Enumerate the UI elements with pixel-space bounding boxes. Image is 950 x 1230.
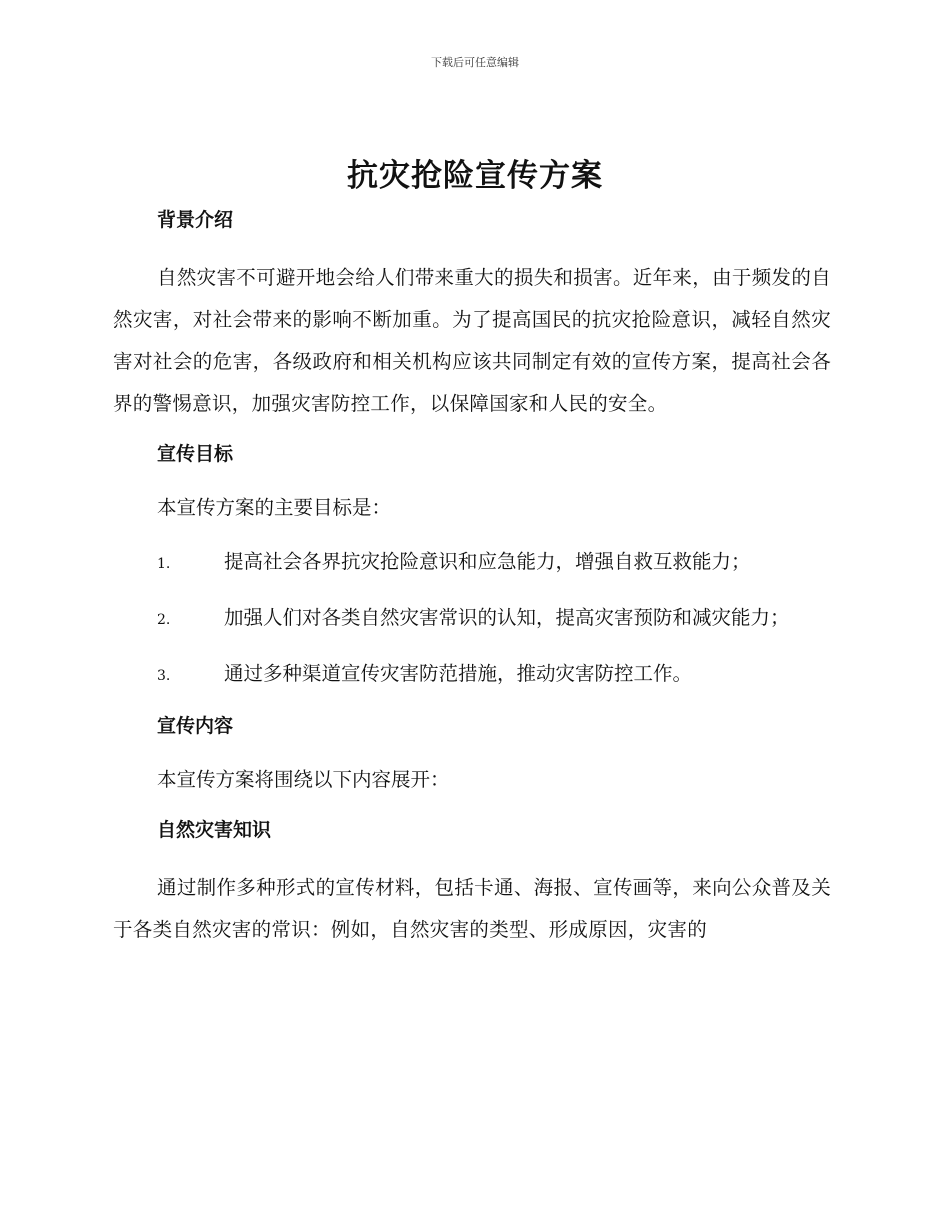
list-item xyxy=(113,653,831,697)
list-text: 加强人们对各类自然灾害常识的认知，提高灾害预防和减灾能力； xyxy=(224,606,790,629)
section-heading-knowledge: 自然灾害知识 xyxy=(157,819,272,841)
list-number: 1. xyxy=(157,556,171,572)
list-number: 3. xyxy=(157,668,171,684)
section-heading-goals: 宣传目标 xyxy=(157,443,234,465)
list-text: 提高社会各界抗灾抢险意识和应急能力，增强自救互救能力； xyxy=(224,550,751,573)
list-item xyxy=(113,541,831,585)
document-body xyxy=(113,203,831,951)
list-text: 通过多种渠道宣传灾害防范措施，推动灾害防控工作。 xyxy=(224,662,693,685)
content-intro: 本宣传方案将围绕以下内容展开： xyxy=(157,768,450,791)
list-number: 2. xyxy=(157,612,171,628)
header-note: 下载后可任意编辑 xyxy=(431,56,519,69)
background-paragraph: 自然灾害不可避开地会给人们带来重大的损失和损害。近年来，由于频发的自然灾害，对社会带来的影响不断加重。为了提高国民的抗灾抢险意识，减轻自然灾害对社会的危害，各级政府和相关机构应该共同制定有效的宣传方案，提高社会各界的警惕意识，加强灾害防控工作，以保障国家和人民的安全。 xyxy=(113,266,831,415)
section-heading-background: 背景介绍 xyxy=(157,209,234,231)
document-title: 抗灾抢险宣传方案 xyxy=(347,158,603,194)
list-item xyxy=(113,597,831,641)
goals-intro: 本宣传方案的主要目标是： xyxy=(157,496,392,519)
section-heading-content: 宣传内容 xyxy=(157,715,234,737)
knowledge-paragraph: 通过制作多种形式的宣传材料，包括卡通、海报、宣传画等，来向公众普及关于各类自然灾害的常识：例如，自然灾害的类型、形成原因，灾害的 xyxy=(113,876,831,941)
